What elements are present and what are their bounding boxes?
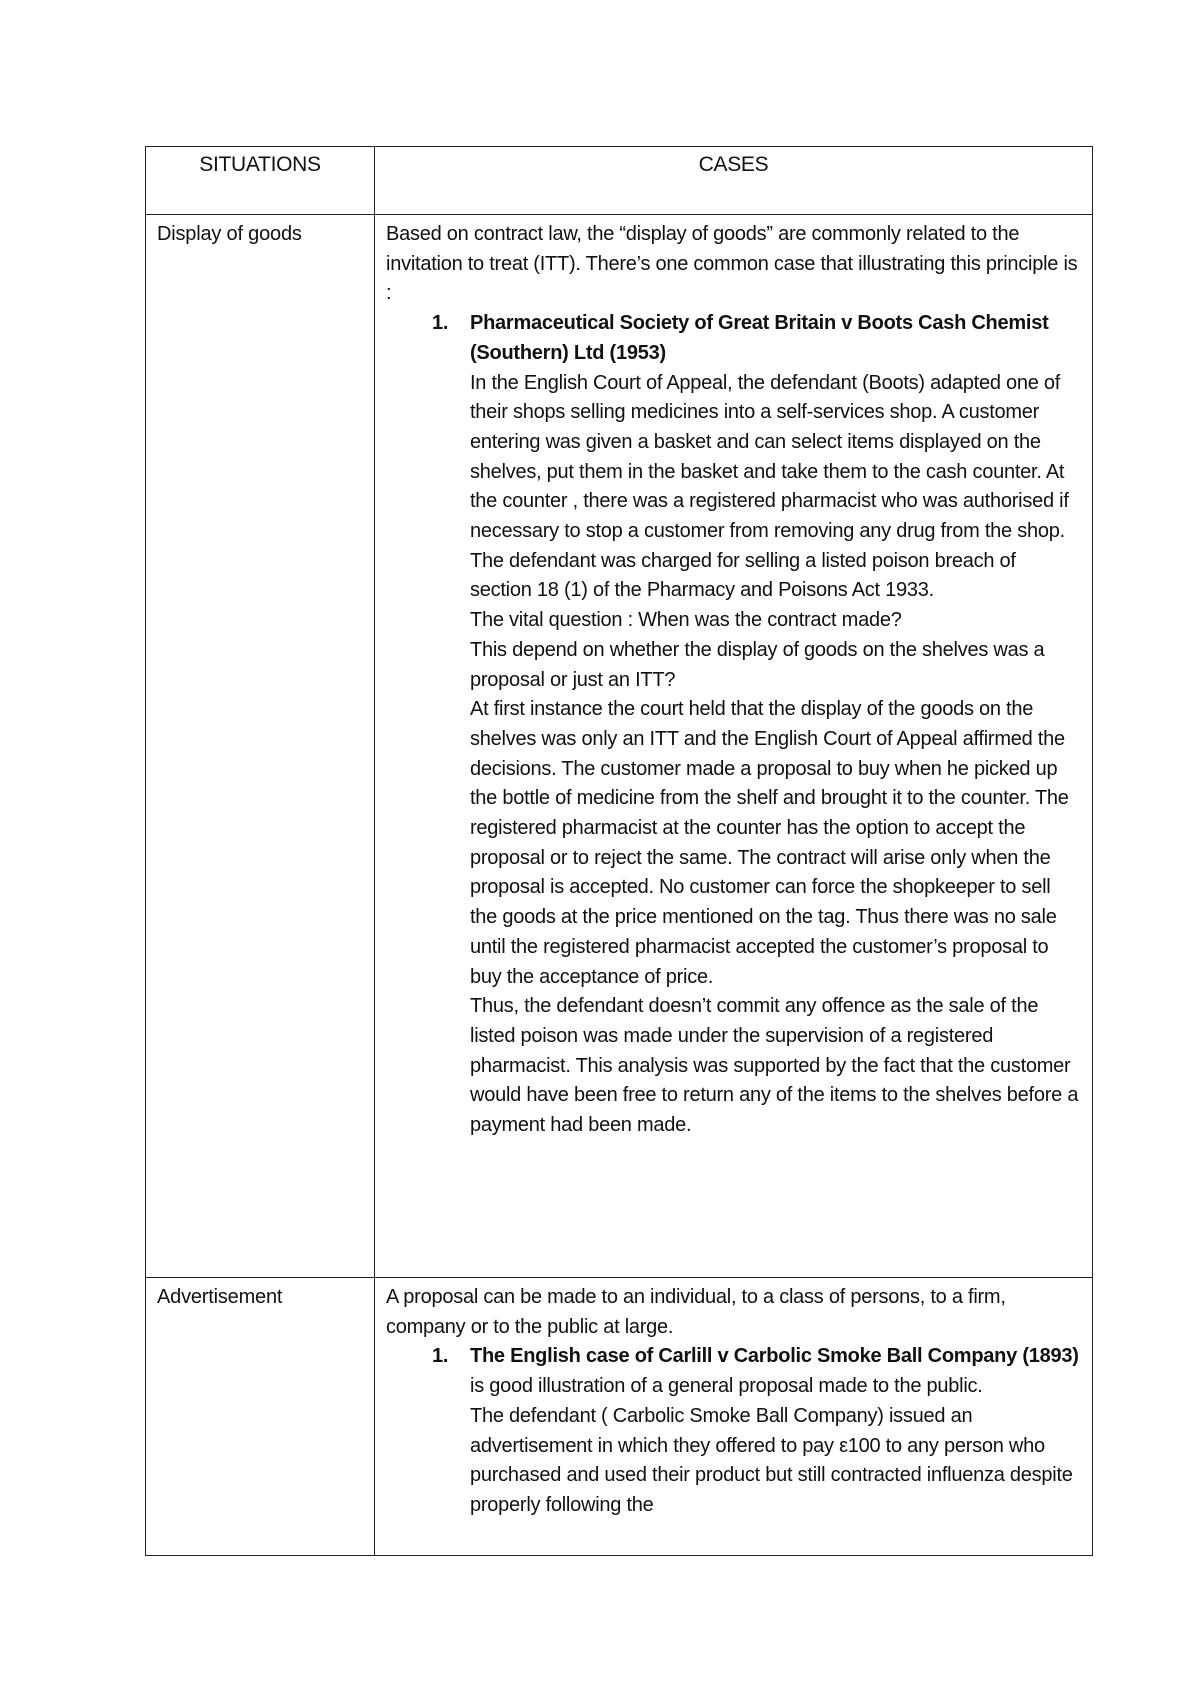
case-paragraph: The vital question : When was the contract made?	[470, 609, 902, 632]
situations-cases-table	[145, 146, 1093, 1556]
case-intro: Based on contract law, the “display of goods” are commonly related to the invitation to treat (ITT). There’s one common case that illustrating this principle is :	[386, 223, 1078, 305]
case-title: Pharmaceutical Society of Great Britain v Boots Cash Chemist (Southern) Ltd (1953)	[470, 312, 1049, 364]
case-list-item	[386, 309, 1082, 1141]
header-cell-situations	[146, 147, 375, 215]
table-header-row	[146, 147, 1093, 215]
case-title-tail: is good illustration of a general proposal made to the public.	[470, 1375, 983, 1398]
case-paragraph: This depend on whether the display of goods on the shelves was a proposal or just an ITT?	[470, 638, 1045, 691]
situation-label: Display of goods	[157, 223, 302, 245]
case-paragraph: In the English Court of Appeal, the defendant (Boots) adapted one of their shops selling medicines into a self-services shop. A customer entering was given a basket and can select items displayed on the shelves, put them in the basket and take them to the cash counter. At the counter , there was a registered pharmacist who was authorised if necessary to stop a customer from removing any drug from the shop. The defendant was charged for selling a listed poison breach of section 18 (1) of the Pharmacy and Poisons Act 1933.	[470, 371, 1069, 602]
case-intro: A proposal can be made to an individual, to a class of persons, to a firm, company or to the public at large.	[386, 1286, 1006, 1338]
case-title: The English case of Carlill v Carbolic Smoke Ball Company (1893)	[470, 1345, 1079, 1368]
case-cell	[375, 215, 1093, 1278]
situation-cell	[146, 1278, 375, 1556]
case-cell	[375, 1278, 1093, 1556]
case-list-item	[386, 1342, 1082, 1520]
header-cell-cases	[375, 147, 1093, 215]
table-row	[146, 215, 1093, 1278]
case-number: 1.	[432, 1345, 449, 1368]
case-paragraph: The defendant ( Carbolic Smoke Ball Company) issued an advertisement in which they offered to pay ε100 to any person who purchased and used their product but still contracted influenza despite properly following the	[470, 1404, 1073, 1516]
case-paragraph: Thus, the defendant doesn’t commit any offence as the sale of the listed poison was made under the supervision of a registered pharmacist. This analysis was supported by the fact that the customer would have been free to return any of the items to the shelves before a payment had been made.	[470, 995, 1079, 1137]
case-title-line	[470, 1342, 1082, 1401]
header-situations: SITUATIONS	[199, 153, 321, 176]
situation-cell	[146, 215, 375, 1278]
table-row	[146, 1278, 1093, 1556]
situation-label: Advertisement	[157, 1286, 283, 1308]
case-paragraph: At first instance the court held that the display of the goods on the shelves was only an ITT and the English Court of Appeal affirmed the decisions. The customer made a proposal to buy when he picked up the bottle of medicine from the shelf and brought it to the counter. The registered pharmacist at the counter has the option to accept the proposal or to reject the same. The contract will arise only when the proposal is accepted. No customer can force the shopkeeper to sell the goods at the price mentioned on the tag. Thus there was no sale until the registered pharmacist accepted the customer’s proposal to buy the acceptance of price.	[470, 698, 1069, 988]
header-cases: CASES	[698, 153, 769, 176]
case-number: 1.	[432, 312, 449, 335]
